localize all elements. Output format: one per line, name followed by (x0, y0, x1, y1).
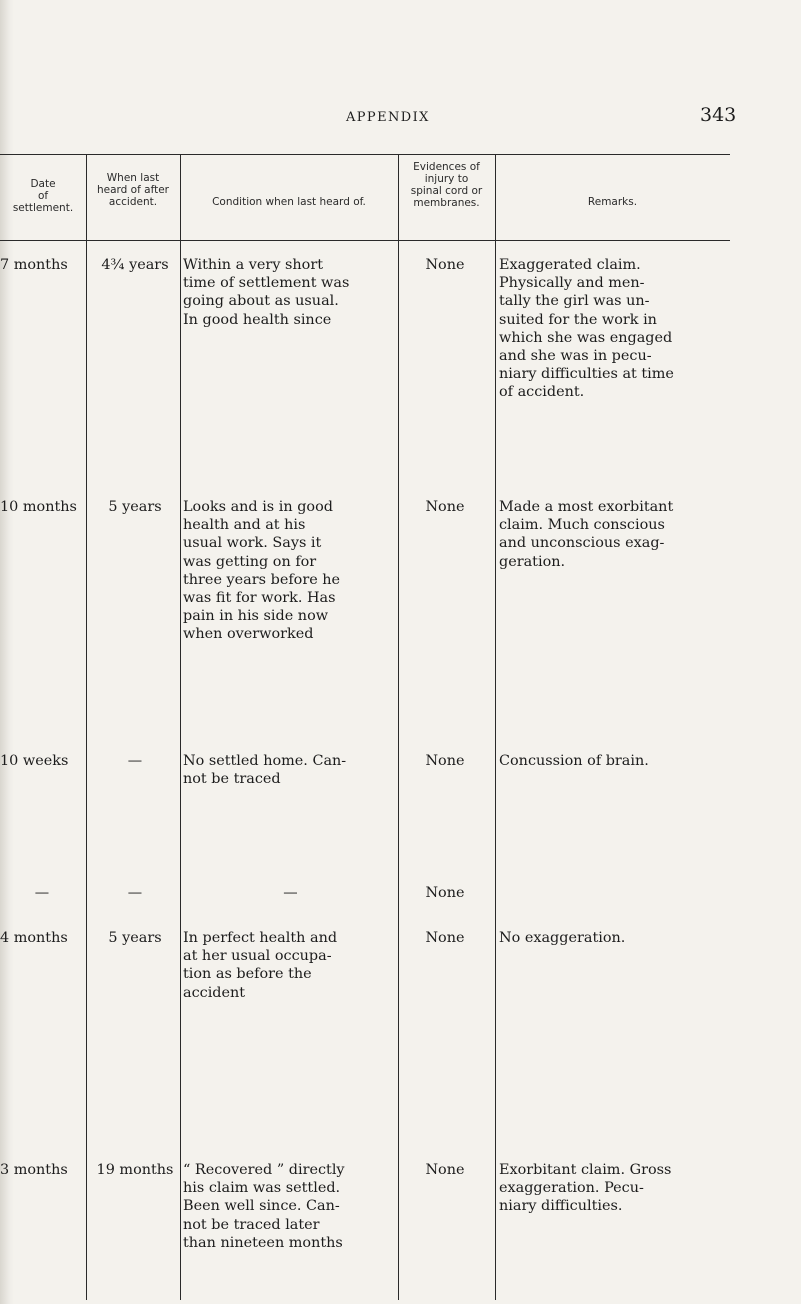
row-2-evidence: None (425, 499, 465, 515)
column-divider-2 (180, 154, 181, 1300)
column-header-last-heard: When last heard of after accident. (97, 172, 169, 208)
column-divider-4 (495, 154, 496, 1300)
row-6-settlement: 3 months (0, 1162, 68, 1178)
row-1-remarks: Exaggerated claim. Physically and men- tally the girl was un- suited for the work in which she was engaged and she was in pecu- niary difficulties at time of accident. (499, 257, 674, 401)
row-6-remarks: Exorbitant claim. Gross exaggeration. Pecu- niary difficulties. (499, 1162, 672, 1215)
row-2-settlement: 10 months (0, 499, 77, 515)
row-3-evidence: None (425, 753, 465, 769)
row-6-evidence: None (425, 1162, 465, 1178)
row-5-remarks: No exaggeration. (499, 930, 626, 946)
row-4-last-heard: — (127, 885, 143, 901)
row-1-settlement: 7 months (0, 257, 68, 273)
column-header-settlement: Date of settlement. (12, 178, 74, 214)
column-header-remarks: Remarks. (587, 196, 638, 208)
row-4-evidence: None (425, 885, 465, 901)
row-1-evidence: None (425, 257, 465, 273)
row-4-settlement: — (34, 885, 50, 901)
row-2-condition: Looks and is in good health and at his usual work. Says it was getting on for three years before he was fit for work. Has pain in his side now when overworked (183, 499, 341, 643)
column-header-evidence: Evidences of injury to spinal cord or membranes. (410, 161, 483, 209)
row-1-last-heard: 4¾ years (101, 257, 169, 273)
row-5-condition: In perfect health and at her usual occupa- tion as before the accident (183, 930, 338, 1001)
row-1-condition: Within a very short time of settlement was going about as usual. In good health since (183, 257, 350, 328)
table-top-rule (0, 154, 730, 155)
row-3-remarks: Concussion of brain. (499, 753, 649, 769)
column-divider-1 (86, 154, 87, 1300)
row-5-evidence: None (425, 930, 465, 946)
column-divider-3 (398, 154, 399, 1300)
row-5-settlement: 4 months (0, 930, 68, 946)
row-5-last-heard: 5 years (108, 930, 162, 946)
page-number: 343 (700, 104, 737, 126)
running-title: APPENDIX (346, 110, 430, 125)
row-3-condition: No settled home. Can- not be traced (183, 753, 347, 788)
row-3-last-heard: — (127, 753, 143, 769)
table-header-rule (0, 240, 730, 241)
row-2-last-heard: 5 years (108, 499, 162, 515)
row-3-settlement: 10 weeks (0, 753, 69, 769)
row-2-remarks: Made a most exorbitant claim. Much conscious and unconscious exag- geration. (499, 499, 674, 570)
column-header-condition: Condition when last heard of. (212, 196, 366, 208)
row-6-condition: “ Recovered ” directly his claim was settled. Been well since. Can- not be traced later than nineteen months (183, 1162, 345, 1251)
running-head (0, 104, 801, 134)
row-6-last-heard: 19 months (96, 1162, 174, 1178)
row-4-condition: — (283, 885, 298, 901)
